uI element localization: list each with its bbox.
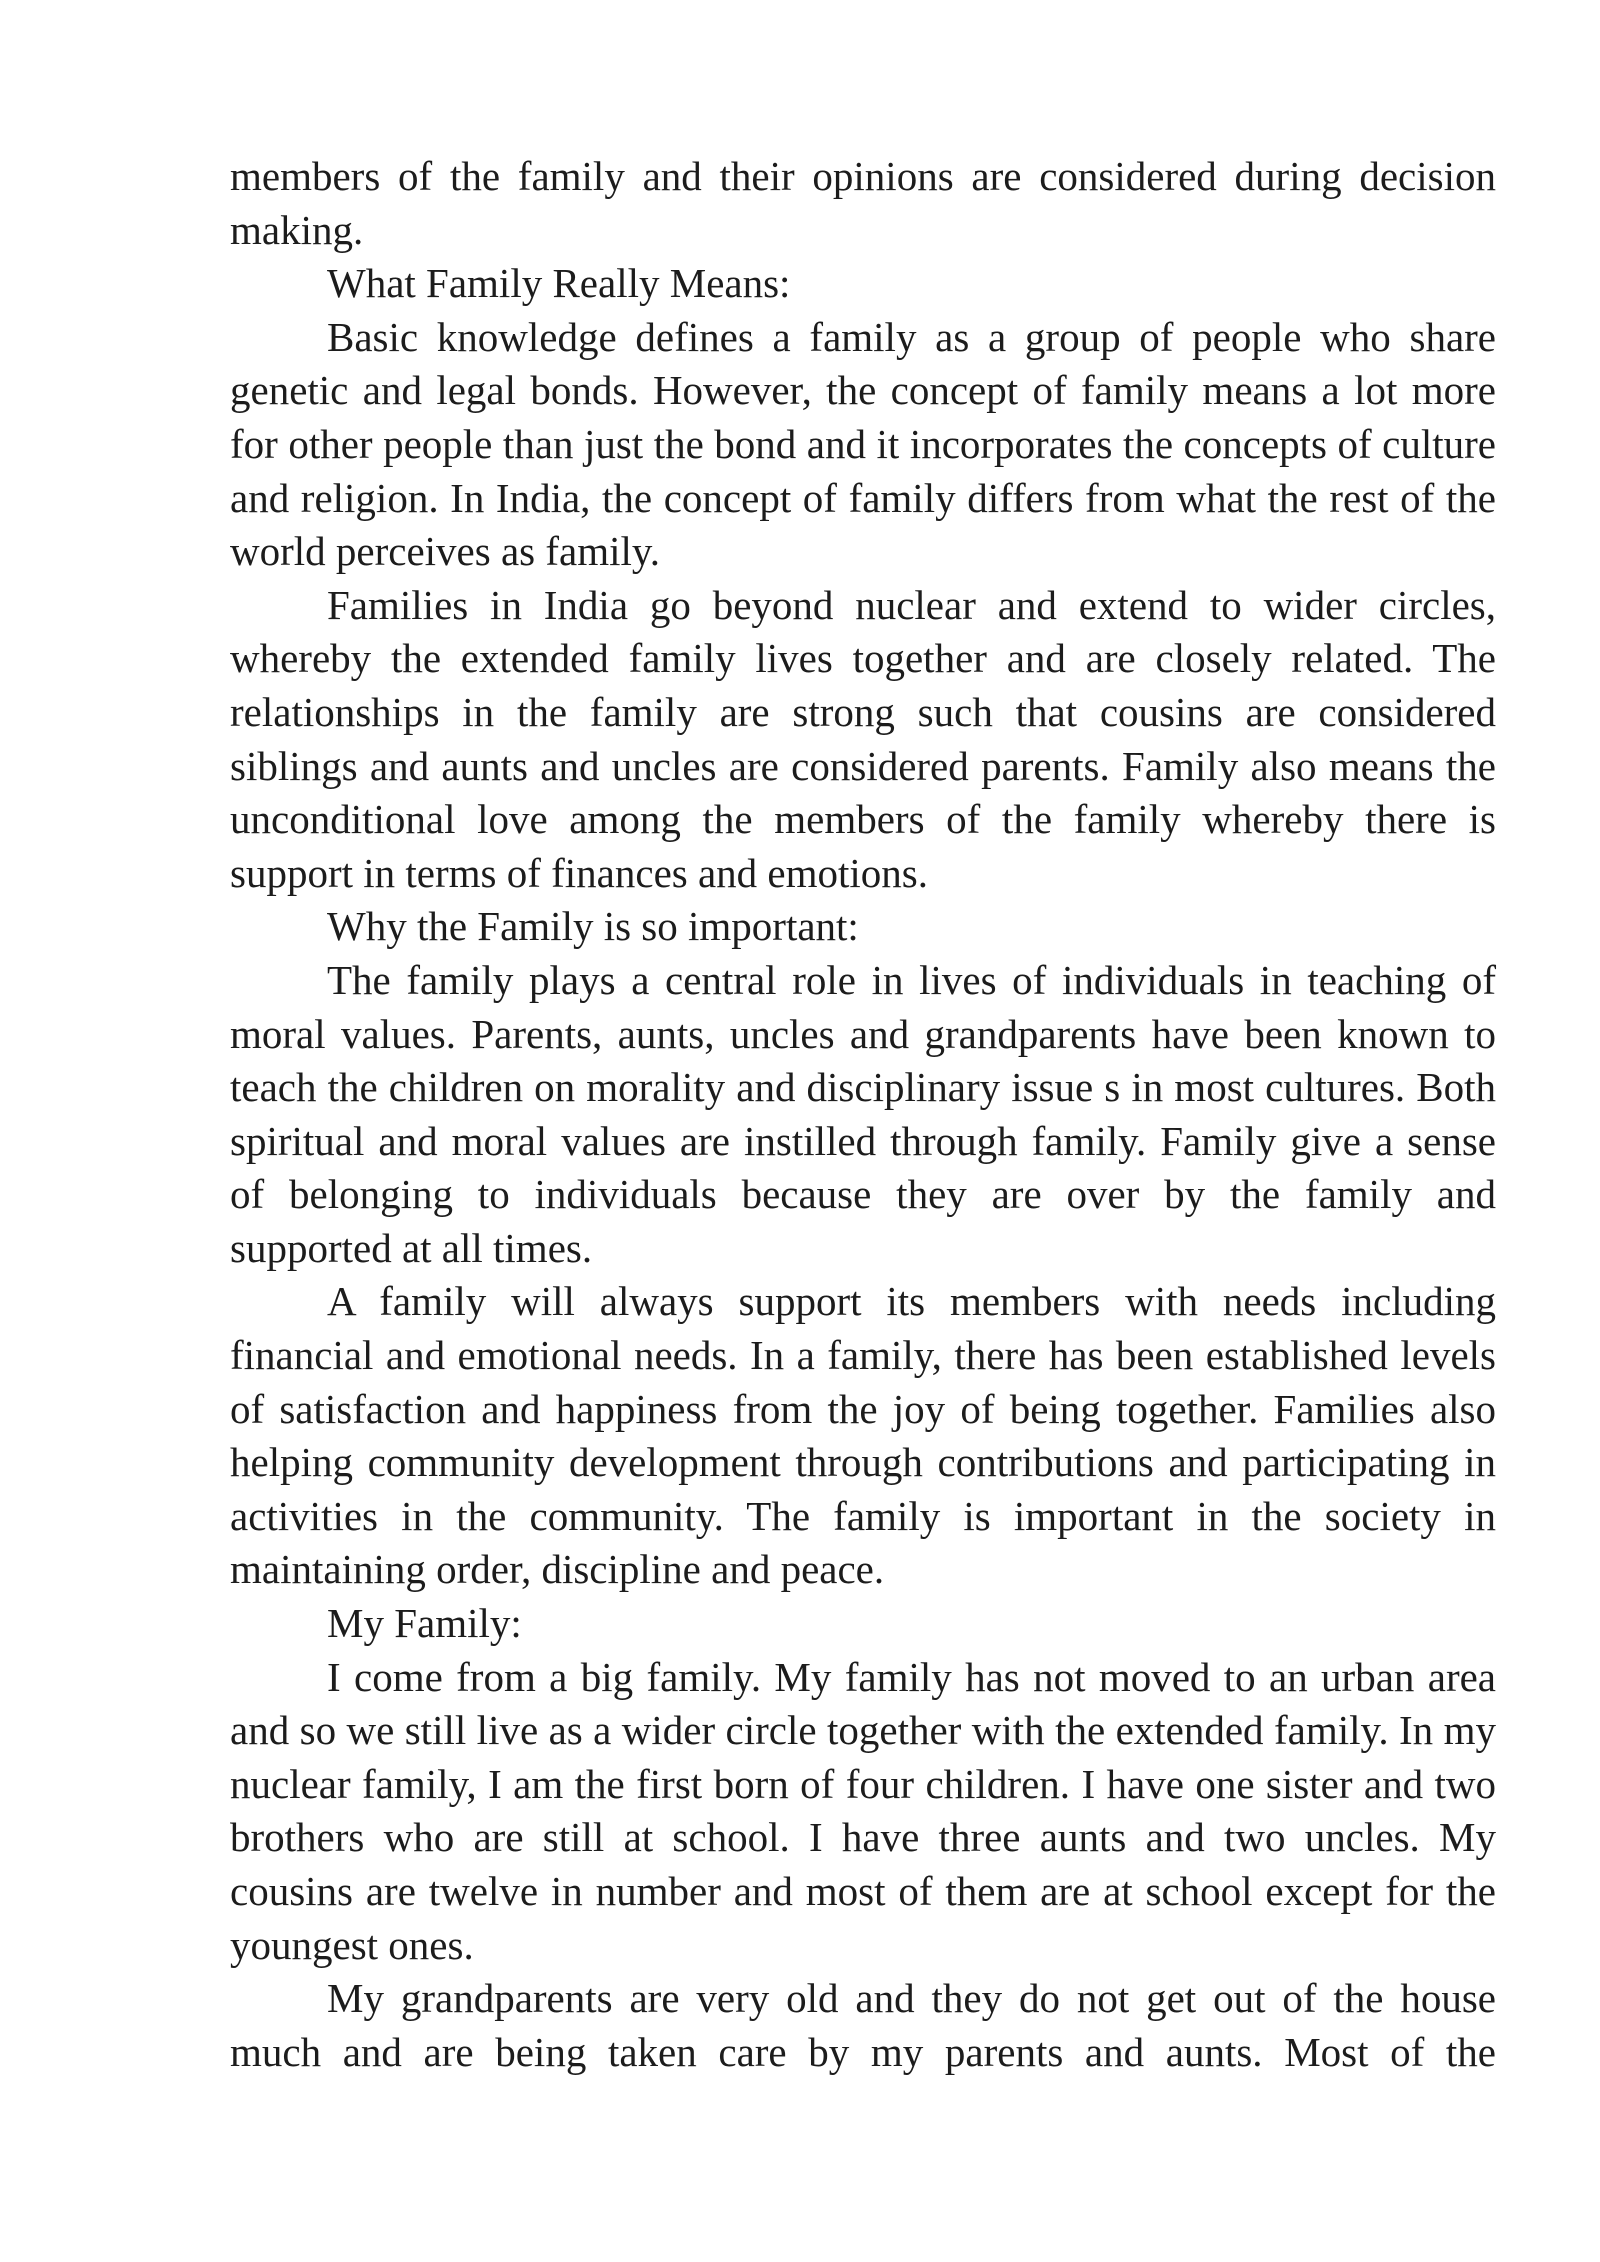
paragraph-grandparents: My grandparents are very old and they do not get out of the house much and are being taken care by my parents and aunts. Most of the [230, 1975, 1496, 2075]
paragraph-moral-values: The family plays a central role in lives of individuals in teaching of moral values. Parents, aunts, uncles and grandparents have been known to teach the children on morality and disciplinary issue s in most cultures. Both spiritual and moral values are instilled through family. Family give a sense of belonging to individuals because they are over by the family and supported at all times. [230, 956, 1496, 1271]
section-heading-what-family-means: What Family Really Means: [327, 260, 791, 307]
section-heading-my-family: My Family: [327, 1600, 522, 1647]
document-page [230, 150, 1496, 2079]
paragraph-big-family: I come from a big family. My family has not moved to an urban area and so we still live as a wider circle together with the extended family. In my nuclear family, I am the first born of four children. I have one sister and two brothers who are still at school. I have three aunts and two uncles. My cousins are twelve in number and most of them are at school except for the youngest ones. [230, 1653, 1496, 1968]
section-heading-why-family-important: Why the Family is so important: [327, 903, 859, 950]
paragraph-family-definition: Basic knowledge defines a family as a group of people who share genetic and legal bonds. However, the concept of family means a lot more for other people than just the bond and it incorporates the concepts of culture and religion. In India, the concept of family differs from what the rest of the world perceives as family. [230, 313, 1496, 575]
paragraph-families-in-india: Families in India go beyond nuclear and extend to wider circles, whereby the extended family lives together and are closely related. The relationships in the family are strong such that cousins are considered siblings and aunts and uncles are considered parents. Family also means the unconditional love among the members of the family whereby there is support in terms of finances and emotions. [230, 581, 1496, 896]
paragraph-family-support: A family will always support its members with needs including financial and emotional needs. In a family, there has been established levels of satisfaction and happiness from the joy of being together. Families also helping community development through contributions and participating in activities in the community. The family is important in the society in maintaining order, discipline and peace. [230, 1278, 1496, 1593]
paragraph-continuation: members of the family and their opinions are considered during decision making. [230, 153, 1496, 253]
